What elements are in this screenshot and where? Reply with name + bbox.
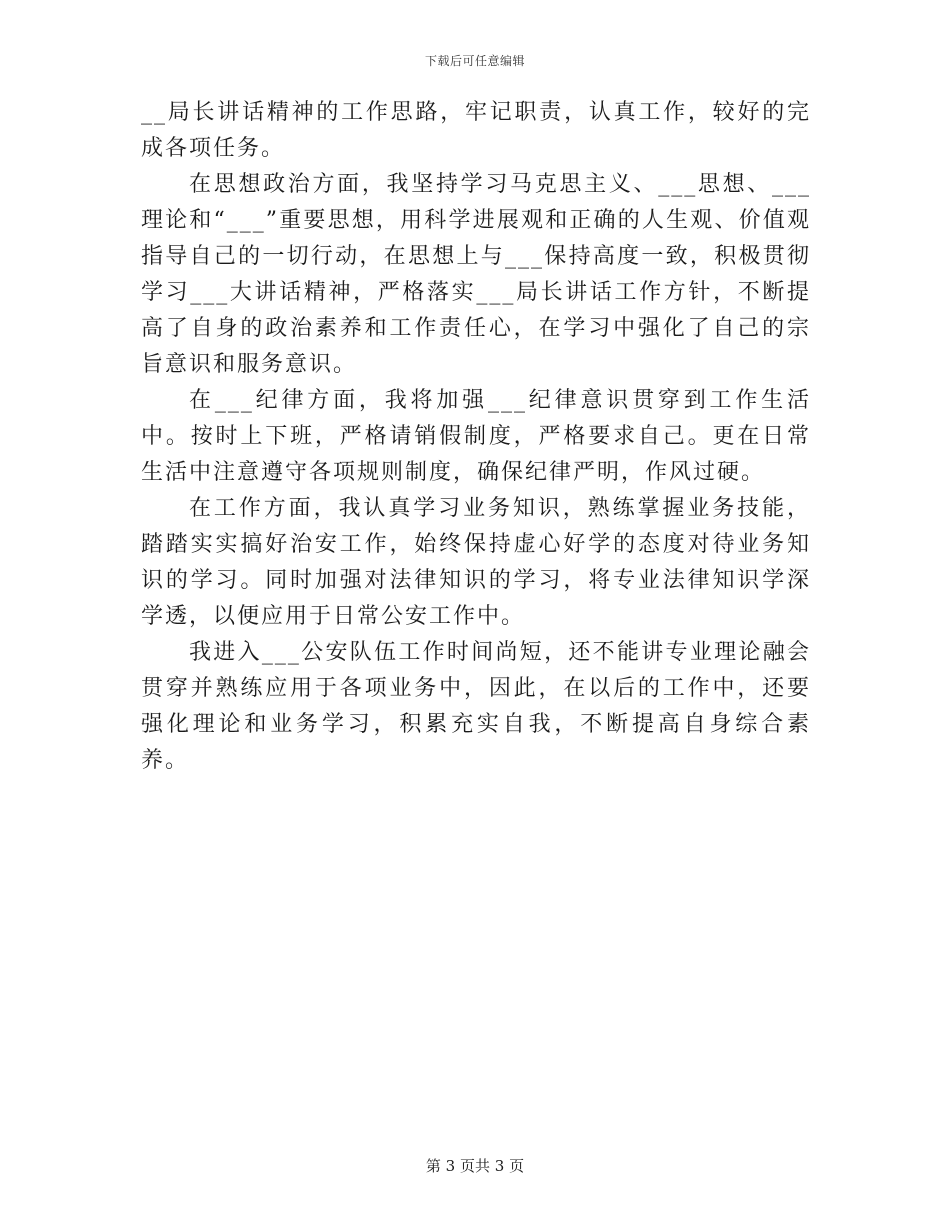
- paragraph-work: 在工作方面，我认真学习业务知识，熟练掌握业务技能，踏踏实实搞好治安工作，始终保持虚心好学的态度对待业务知识的学习。同时加强对法律知识的学习，将专业法律知识学深学透，以便应用于日常公安工作中。: [141, 496, 811, 629]
- paragraph-outlook: 我进入___公安队伍工作时间尚短，还不能讲专业理论融会贯穿并熟练应用于各项业务中，因此，在以后的工作中，还要强化理论和业务学习，积累充实自我，不断提高自身综合素养。: [141, 640, 811, 773]
- page-number: 第 3 页共 3 页: [425, 1157, 525, 1175]
- paragraph-discipline: 在___纪律方面，我将加强___纪律意识贯穿到工作生活中。按时上下班，严格请销假制度，严格要求自己。更在日常生活中注意遵守各项规则制度，确保纪律严明，作风过硬。: [141, 388, 811, 485]
- document-body: [141, 95, 811, 779]
- paragraph-political-thought: 在思想政治方面，我坚持学习马克思主义、___思想、___理论和“___”重要思想，用科学进展观和正确的人生观、价值观指导自己的一切行动，在思想上与___保持高度一致，积极贯彻学习___大讲话精神，严格落实___局长讲话工作方针，不断提高了自身的政治素养和工作责任心，在学习中强化了自己的宗旨意识和服务意识。: [141, 172, 811, 377]
- page-header: 下载后可任意编辑: [424, 54, 525, 68]
- paragraph-continuation: __局长讲话精神的工作思路，牢记职责，认真工作，较好的完成各项任务。: [141, 100, 811, 161]
